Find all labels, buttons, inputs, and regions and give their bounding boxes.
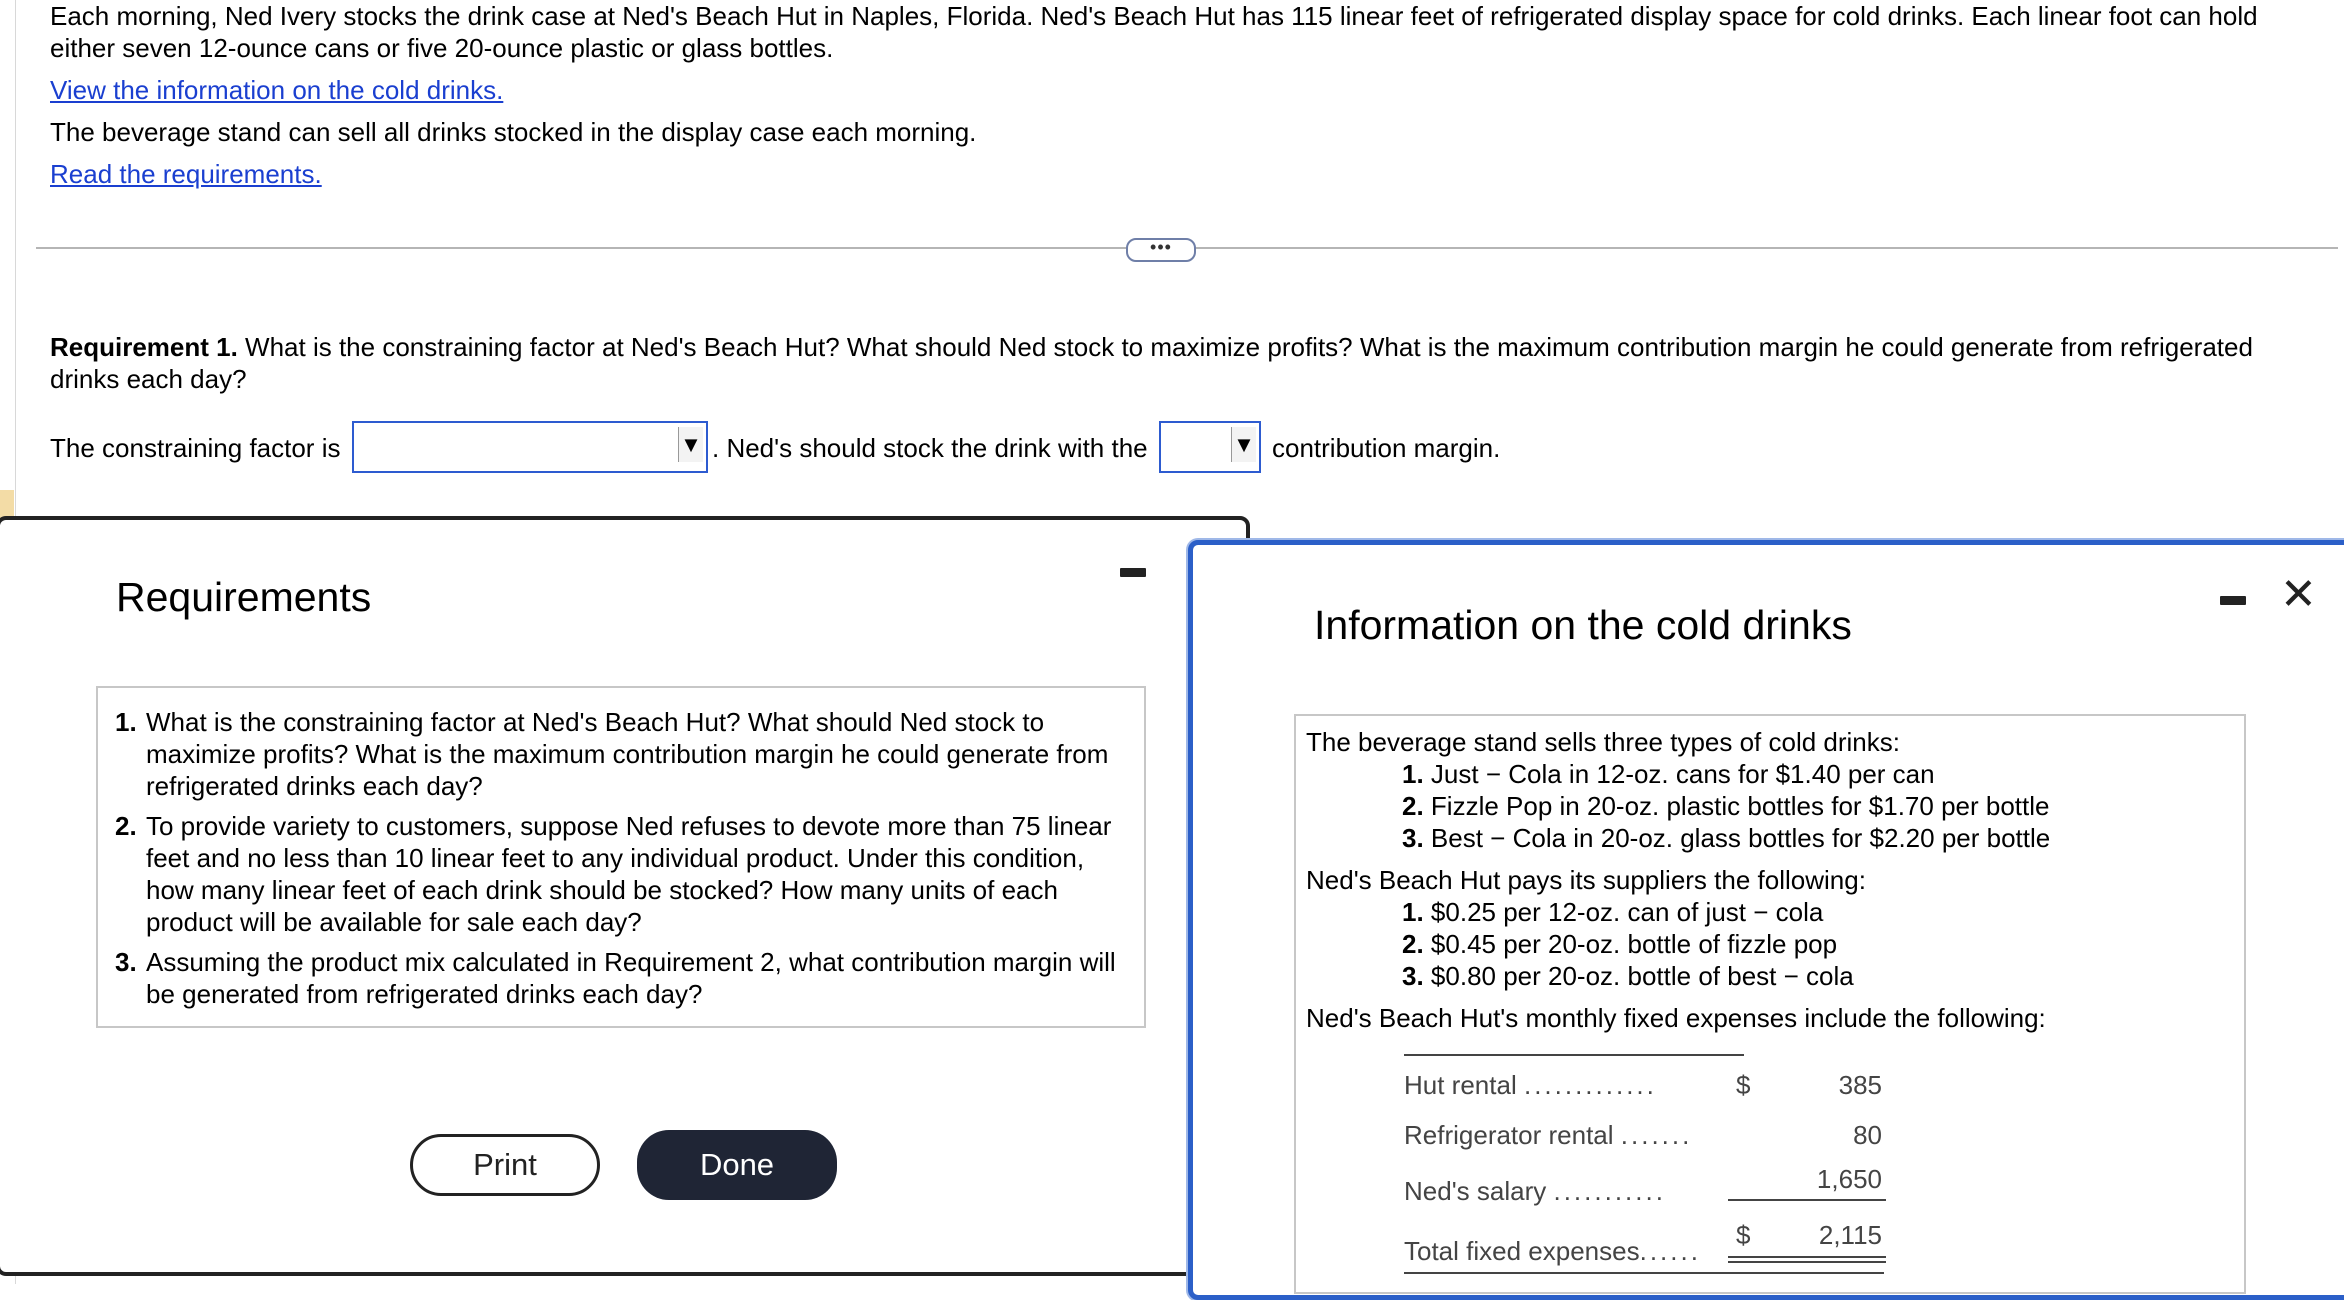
list-item [98,946,1124,1010]
requirement-1-label: Requirement 1. [50,332,238,362]
close-icon[interactable]: ✕ [2280,570,2317,619]
neds-salary-value: 1,650 [1816,1164,1882,1194]
list-item [1402,928,1837,960]
table-bottom-rule [1404,1272,1884,1274]
info-title: Information on the cold drinks [1314,602,1852,648]
list-item-text: Assuming the product mix calculated in Requirement 2, what contribution margin will be generated from refrigerated drinks each day? [146,947,1116,1009]
hut-rental-label: Hut rental ............. [1404,1070,1657,1100]
requirement-1-text: What is the constraining factor at Ned's Beach Hut? What should Ned stock to maximize profits? What is the maximum contribution margin he could generate from refrigerated [237,332,2253,362]
requirement-1-question-cont: drinks each day? [50,364,247,394]
intro-statement: The beverage stand can sell all drinks stocked in the display case each morning. [50,117,977,147]
list-item-text: What is the constraining factor at Ned's Beach Hut? What should Ned stock to maximize profits? What is the maximum contribution margin he could generate from refrigerated drinks each day? [146,707,1109,801]
list-item-text: Best − Cola in 20-oz. glass bottles for $2.20 per bottle [1430,823,2051,853]
total-fixed-expenses-value: 2,115 [1818,1220,1882,1250]
minimize-icon[interactable] [1120,568,1146,577]
answer-mid: . Ned's should stock the drink with the [712,433,1148,463]
chevron-down-icon: ▼ [678,427,703,462]
print-button[interactable]: Print [410,1134,600,1196]
chevron-down-icon: ▼ [1231,427,1256,462]
hut-rental-currency: $ [1736,1070,1751,1100]
list-item-text: Just − Cola in 12-oz. cans for $1.40 per can [1430,759,1935,789]
contribution-margin-dropdown[interactable] [1159,421,1261,473]
neds-salary-label: Ned's salary ........... [1404,1176,1666,1206]
list-item [98,706,1124,802]
answer-suffix: contribution margin. [1272,433,1501,463]
refrigerator-rental-label: Refrigerator rental ....... [1404,1120,1693,1150]
list-item-number: 1. [115,707,137,737]
refrigerator-rental-value: 80 [1853,1120,1882,1150]
total-fixed-expenses-label: Total fixed expenses...... [1404,1236,1701,1266]
intro-line-2: either seven 12-ounce cans or five 20-ounce plastic or glass bottles. [50,33,834,63]
list-item [98,810,1124,938]
minimize-icon[interactable] [2220,596,2246,605]
read-requirements-link[interactable]: Read the requirements. [50,159,322,189]
total-double-rule-top [1728,1256,1886,1258]
table-top-rule [1404,1054,1744,1056]
hut-rental-value: 385 [1838,1070,1882,1100]
list-item-number: 2. [1402,929,1424,959]
intro-line-1: Each morning, Ned Ivery stocks the drink case at Ned's Beach Hut in Naples, Florida. Ned's Beach Hut has 115 linear feet of refrigerated display space for cold drinks. Each linear foot can hold [50,1,2258,31]
cold-drinks-info-box [1294,714,2246,1294]
subtotal-rule [1728,1199,1886,1201]
requirement-1-question [50,331,2320,363]
total-currency: $ [1736,1220,1751,1250]
list-item [1402,960,1854,992]
list-item [1402,758,1935,790]
list-item [1402,896,1823,928]
list-item-number: 2. [1402,791,1424,821]
list-item-text: $0.45 per 20-oz. bottle of fizzle pop [1430,929,1838,959]
more-button[interactable]: ••• [1126,238,1196,262]
requirements-list-box [96,686,1146,1028]
list-item-text: $0.25 per 12-oz. can of just − cola [1430,897,1824,927]
list-item-number: 3. [115,947,137,977]
done-button[interactable]: Done [637,1130,837,1200]
constraining-factor-dropdown[interactable] [352,421,708,473]
list-item-text: To provide variety to customers, suppose Ned refuses to devote more than 75 linear feet and no less than 10 linear feet to any individual product. Under this condition, how many linear feet of each drink should be stocked? How many units of each product will be available for sale each day? [146,811,1112,937]
total-double-rule-bottom [1728,1261,1886,1263]
requirements-title: Requirements [116,574,372,620]
answer-prefix: The constraining factor is [50,433,341,463]
suppliers-intro: Ned's Beach Hut pays its suppliers the following: [1306,865,1866,895]
list-item-text: Fizzle Pop in 20-oz. plastic bottles for $1.70 per bottle [1430,791,2050,821]
view-cold-drinks-link[interactable]: View the information on the cold drinks. [50,75,504,105]
list-item-text: $0.80 per 20-oz. bottle of best − cola [1430,961,1854,991]
list-item-number: 3. [1402,823,1424,853]
list-item-number: 3. [1402,961,1424,991]
list-item-number: 1. [1402,759,1424,789]
list-item-number: 1. [1402,897,1424,927]
requirements-list [98,688,1144,1010]
list-item-number: 2. [115,811,137,841]
list-item [1402,790,2049,822]
list-item [1402,822,2050,854]
drinks-intro: The beverage stand sells three types of cold drinks: [1306,727,1900,757]
fixed-expenses-intro: Ned's Beach Hut's monthly fixed expenses include the following: [1306,1003,2046,1033]
